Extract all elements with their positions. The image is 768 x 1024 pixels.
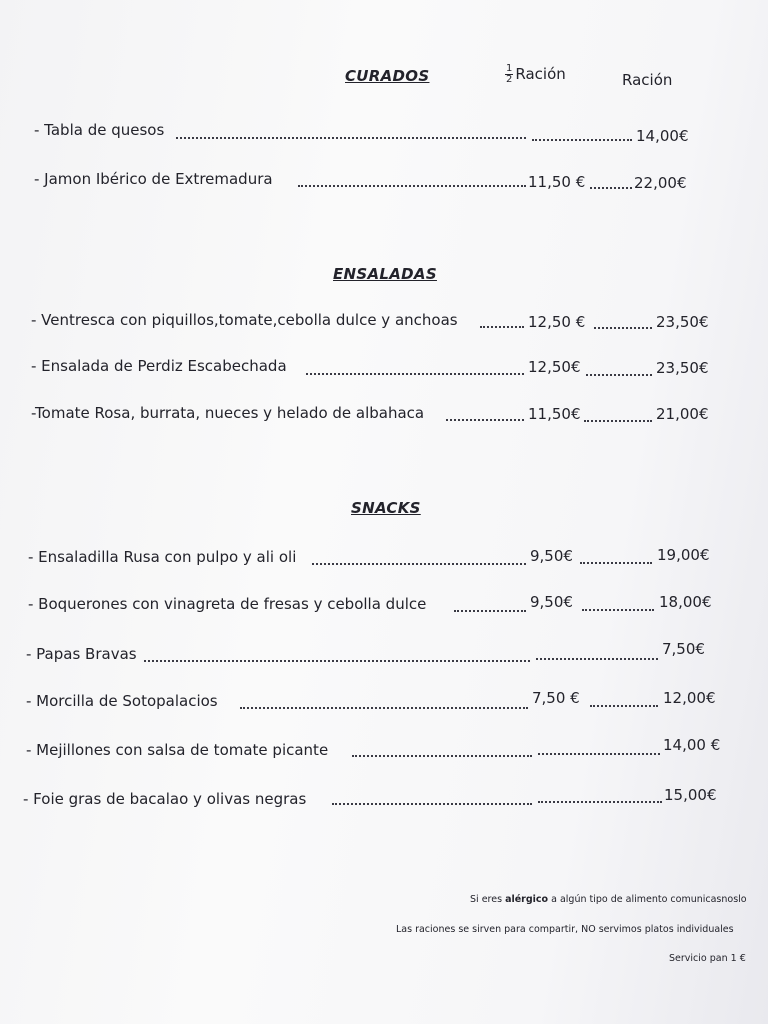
item-name: - Boquerones con vinagreta de fresas y cebolla dulce xyxy=(28,595,427,613)
leader-dots xyxy=(332,803,532,805)
allergy-note: Si eres alérgico a algún tipo de alimento comunicasnoslo xyxy=(470,894,747,905)
leader-dots xyxy=(594,327,652,329)
price-half: 7,50 € xyxy=(532,689,580,707)
price-full: 23,50€ xyxy=(656,359,709,377)
leader-dots xyxy=(312,563,526,565)
leader-dots xyxy=(446,419,524,421)
leader-dots xyxy=(536,658,658,660)
price-full: 7,50€ xyxy=(662,640,705,658)
section-title-ensaladas: ENSALADAS xyxy=(333,265,437,283)
leader-dots xyxy=(590,187,632,189)
leader-dots xyxy=(590,705,658,707)
leader-dots xyxy=(586,374,652,376)
price-full: 23,50€ xyxy=(656,313,709,331)
sharing-note: Las raciones se sirven para compartir, NO servimos platos individuales xyxy=(396,924,734,935)
price-half: 12,50€ xyxy=(528,358,581,376)
leader-dots xyxy=(538,801,662,803)
item-name: - Tabla de quesos xyxy=(34,121,165,139)
leader-dots xyxy=(176,137,526,139)
half-fraction: $\frac{1}{2}$ xyxy=(506,63,513,85)
price-half: 9,50€ xyxy=(530,593,573,611)
item-name: - Ventresca con piquillos,tomate,cebolla dulce y anchoas xyxy=(31,311,458,329)
price-half: 9,50€ xyxy=(530,547,573,565)
section-title-curados: CURADOS xyxy=(345,67,430,85)
leader-dots xyxy=(538,753,660,755)
item-name: - Foie gras de bacalao y olivas negras xyxy=(23,790,307,808)
half-ration-header: $\frac{1}{2}$ Ración xyxy=(506,63,566,85)
bread-service-note: Servicio pan 1 € xyxy=(669,953,746,964)
price-full: 12,00€ xyxy=(663,689,716,707)
section-title-snacks: SNACKS xyxy=(351,499,421,517)
leader-dots xyxy=(306,373,524,375)
price-full: 14,00€ xyxy=(636,127,689,145)
leader-dots xyxy=(144,660,530,662)
item-name: -Tomate Rosa, burrata, nueces y helado de albahaca xyxy=(31,404,425,422)
item-name: - Jamon Ibérico de Extremadura xyxy=(34,170,273,188)
price-half: 11,50€ xyxy=(528,405,581,423)
price-full: 21,00€ xyxy=(656,405,709,423)
item-name: - Ensaladilla Rusa con pulpo y ali oli xyxy=(28,548,297,566)
price-half: 12,50 € xyxy=(528,313,586,331)
price-full: 22,00€ xyxy=(634,174,687,192)
item-name: - Morcilla de Sotopalacios xyxy=(26,692,218,710)
price-full: 14,00 € xyxy=(663,736,721,754)
price-full: 15,00€ xyxy=(664,786,717,804)
item-name: - Mejillones con salsa de tomate picante xyxy=(26,741,329,759)
leader-dots xyxy=(480,326,524,328)
price-half: 11,50 € xyxy=(528,173,586,191)
full-ration-header: Ración xyxy=(622,71,673,89)
leader-dots xyxy=(454,610,526,612)
leader-dots xyxy=(240,707,528,709)
item-name: - Papas Bravas xyxy=(26,645,137,663)
item-name: - Ensalada de Perdiz Escabechada xyxy=(31,357,287,375)
leader-dots xyxy=(584,420,652,422)
price-full: 18,00€ xyxy=(659,593,712,611)
leader-dots xyxy=(582,609,654,611)
price-full: 19,00€ xyxy=(657,546,710,564)
leader-dots xyxy=(298,185,526,187)
leader-dots xyxy=(580,562,652,564)
leader-dots xyxy=(352,755,532,757)
leader-dots xyxy=(532,139,632,141)
